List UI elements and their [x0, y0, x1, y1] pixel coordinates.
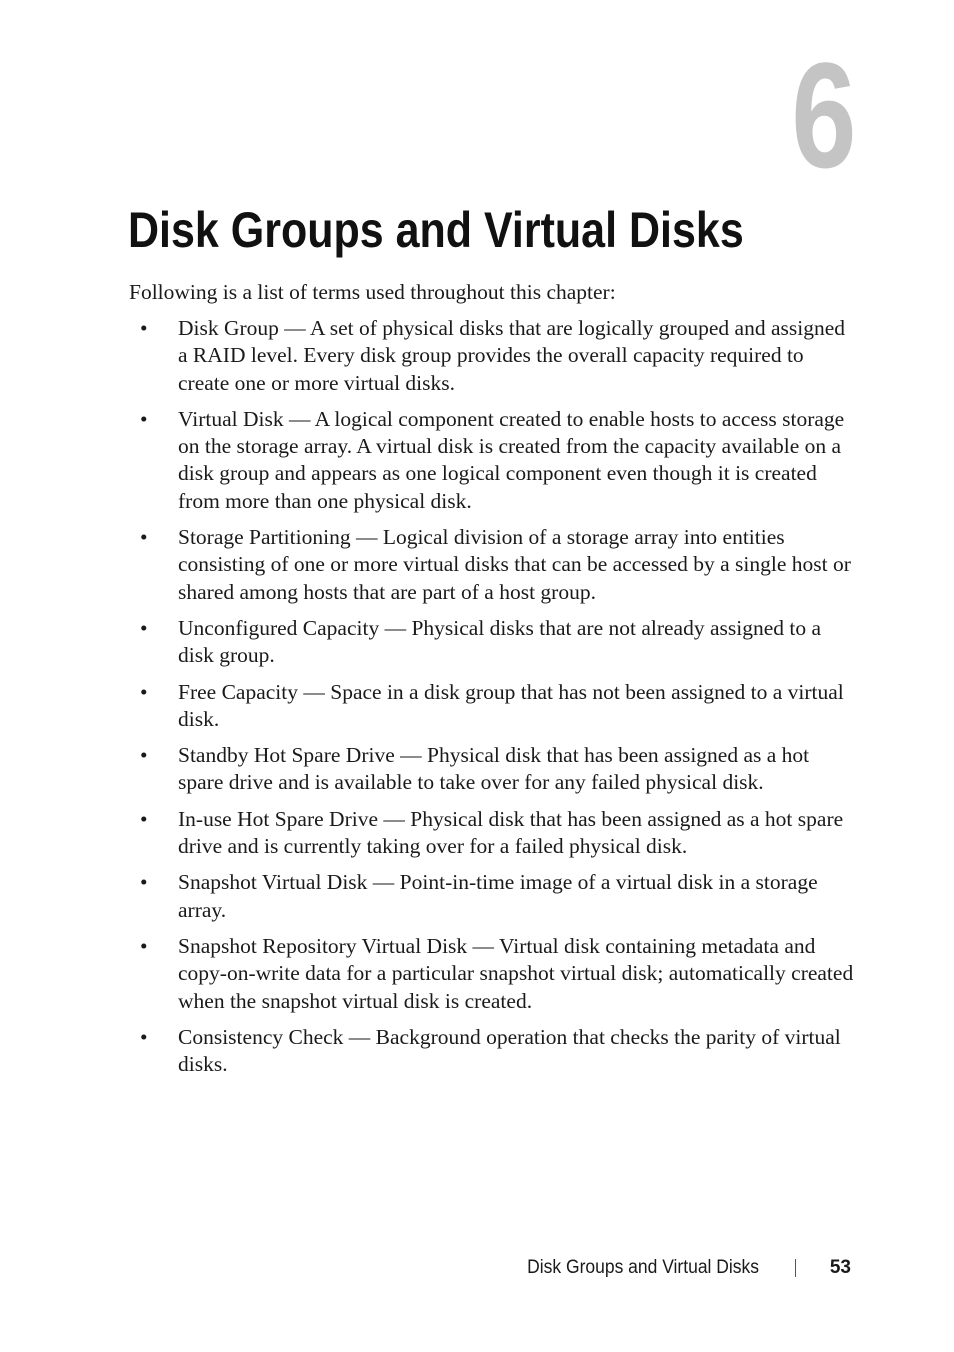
terms-list [129, 315, 856, 1087]
term-text: Virtual Disk — A logical component created to enable hosts to access storage on the storage array. A virtual disk is created from the capacity available on a disk group and appears as one logical component even though it is created from more than one physical disk. [178, 406, 845, 513]
footer-title: Disk Groups and Virtual Disks [526, 1257, 759, 1278]
page-footer [507, 1256, 851, 1280]
bullet-icon: • [140, 525, 148, 550]
term-text: Free Capacity — Space in a disk group that has not been assigned to a virtual disk. [178, 679, 844, 731]
list-item [129, 315, 856, 397]
term-text: Standby Hot Spare Drive — Physical disk that has been assigned as a hot spare drive and is available to take over for any failed physical disk. [178, 743, 810, 795]
intro-paragraph: Following is a list of terms used throughout this chapter: [129, 280, 616, 304]
list-item [129, 742, 856, 797]
bullet-icon: • [140, 806, 148, 831]
list-item [129, 524, 856, 606]
bullet-icon: • [140, 933, 148, 958]
bullet-icon: • [140, 615, 148, 640]
bullet-icon: • [140, 316, 148, 340]
list-item [129, 679, 856, 734]
term-text: Storage Partitioning — Logical division of a storage array into entities consisting of one or more virtual disks that can be accessed by a single host or shared among hosts that are part of a host group. [178, 525, 851, 604]
bullet-icon: • [140, 870, 148, 895]
footer-divider [795, 1259, 796, 1277]
bullet-icon: • [140, 406, 148, 431]
term-text: Unconfigured Capacity — Physical disks that are not already assigned to a disk group. [178, 615, 822, 668]
bullet-icon: • [140, 743, 148, 768]
list-item [129, 933, 856, 1015]
list-item [129, 406, 856, 515]
page-number: 53 [829, 1257, 851, 1278]
term-text: Consistency Check — Background operation that checks the parity of virtual disks. [178, 1024, 841, 1077]
term-text: Snapshot Virtual Disk — Point-in-time image of a virtual disk in a storage array. [178, 870, 818, 922]
bullet-icon: • [140, 1024, 148, 1049]
bullet-icon: • [140, 679, 148, 704]
term-text: Disk Group — A set of physical disks that are logically grouped and assigned a RAID level. Every disk group provides the overall capacity required to create one or more virtual disks. [178, 316, 845, 395]
list-item [129, 1024, 856, 1079]
term-text: Snapshot Repository Virtual Disk — Virtual disk containing metadata and copy-on-write data for a particular snapshot virtual disk; automatically created when the snapshot virtual disk is created. [178, 933, 854, 1013]
chapter-number: 6 [790, 31, 856, 199]
chapter-title: Disk Groups and Virtual Disks [128, 202, 744, 258]
list-item [129, 806, 856, 861]
term-text: In-use Hot Spare Drive — Physical disk that has been assigned as a hot spare drive and is currently taking over for a failed physical disk. [178, 806, 844, 859]
list-item [129, 869, 856, 924]
list-item [129, 615, 856, 670]
